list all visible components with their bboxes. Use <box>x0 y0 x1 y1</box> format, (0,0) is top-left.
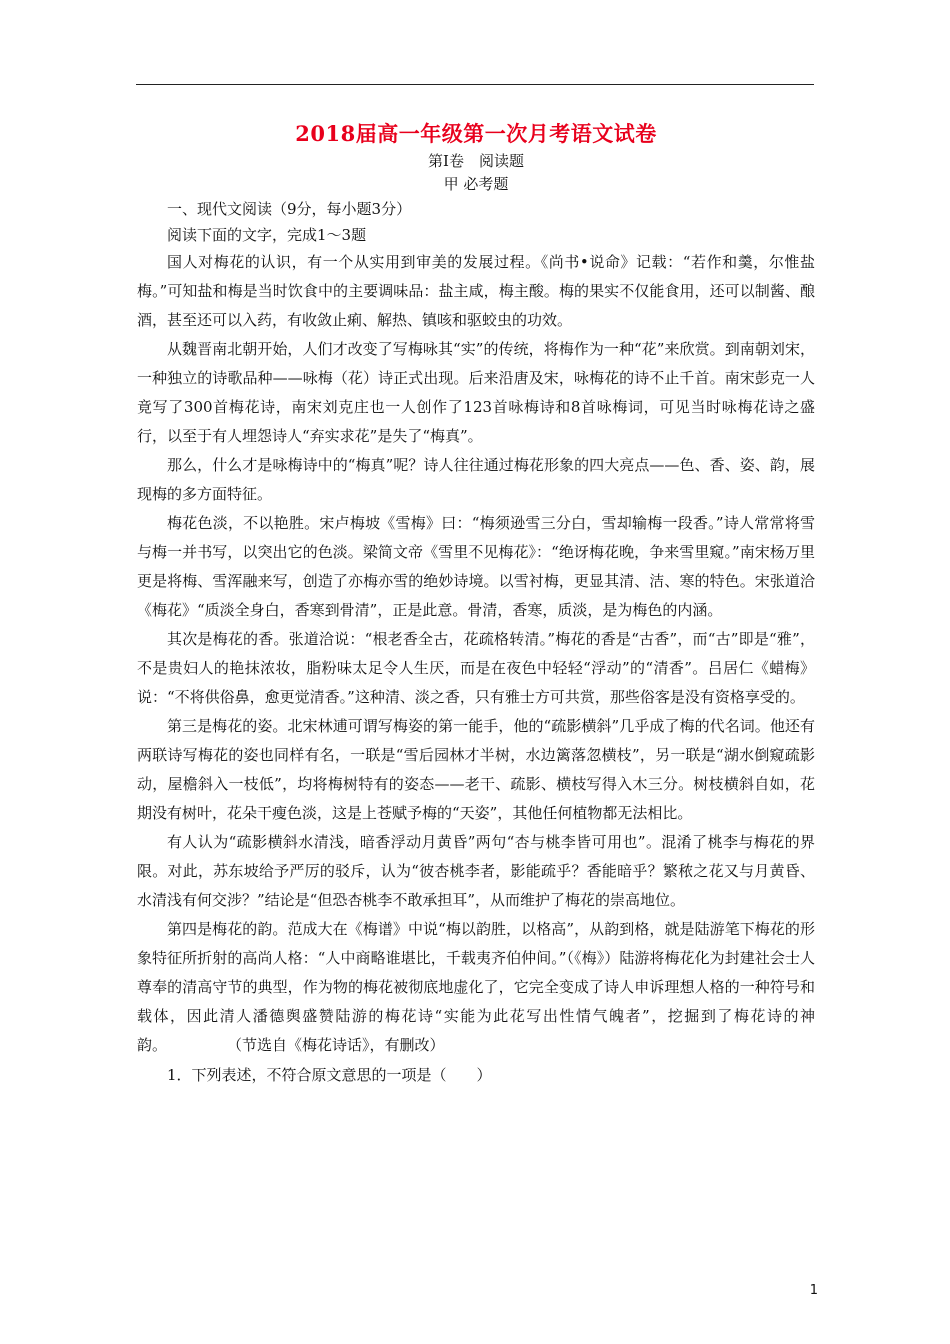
page-number: 1 <box>809 1283 818 1298</box>
article-paragraph: 那么，什么才是咏梅诗中的“梅真”呢？诗人往往通过梅花形象的四大亮点——色、香、姿、韵，展现梅的多方面特征。 <box>137 456 815 503</box>
section-heading: 甲 必考题 <box>443 175 509 193</box>
article-body <box>137 248 815 1060</box>
exam-title: 2018届高一年级第一次月考语文试卷 <box>295 121 657 146</box>
question-1: 1．下列表述，不符合原文意思的一项是（ ） <box>167 1066 492 1084</box>
article-paragraph: 从魏晋南北朝开始，人们才改变了写梅咏其“实”的传统，将梅作为一种“花”来欣赏。到南朝刘宋，一种独立的诗歌品种——咏梅（花）诗正式出现。后来沿唐及宋，咏梅花的诗不止千首。南宋彭克一人竟写了300首梅花诗，南宋刘克庄也一人创作了123首咏梅诗和8首咏梅词，可见当时咏梅花诗之盛行，以至于有人埋怨诗人“弃实求花”是失了“梅真”。 <box>137 340 815 445</box>
header-rule <box>136 84 814 85</box>
article-paragraph: 有人认为“疏影横斜水清浅，暗香浮动月黄昏”两句“杏与桃李皆可用也”。混淆了桃李与梅花的界限。对此，苏东坡给予严厉的驳斥，认为“彼杏桃李者，影能疏乎？香能暗乎？繁秾之花又与月黄昏、水清浅有何交涉？”结论是“但恐杏桃李不敢承担耳”，从而维护了梅花的崇高地位。 <box>137 833 815 909</box>
article-paragraph: 国人对梅花的认识，有一个从实用到审美的发展过程。《尚书•说命》记载：“若作和羹，尔惟盐梅。”可知盐和梅是当时饮食中的主要调味品：盐主咸，梅主酸。梅的果实不仅能食用，还可以制酱、酿酒，甚至还可以入药，有收敛止痢、解热、镇咳和驱蛟虫的功效。 <box>137 253 815 329</box>
article-paragraph-text: 第四是梅花的韵。范成大在《梅谱》中说“梅以韵胜，以格高”，从韵到格，就是陆游笔下梅花的形象特征所折射的高尚人格：“人中商略谁堪比，千载夷齐伯仲间。”（《梅》）陆游将梅花化为封建社会士人尊奉的清高守节的典型，作为物的梅花被彻底地虚化了，它完全变成了诗人申诉理想人格的一种符号和载体，因此清人潘德舆盛赞陆游的梅花诗“实能为此花写出性情气魄者”，挖掘到了梅花诗的神韵。 <box>137 920 815 1054</box>
article-paragraph: 第三是梅花的姿。北宋林逋可谓写梅姿的第一能手，他的“疏影横斜”几乎成了梅的代名词。他还有两联诗写梅花的姿也同样有名，一联是“雪后园林才半树，水边篱落忽横枝”，另一联是“湖水倒窥疏影动，屋檐斜入一枝低”，均将梅树特有的姿态——老干、疏影、横枝写得入木三分。树枝横斜自如，花期没有树叶，花朵干瘦色淡，这是上苍赋予梅的“天姿”，其他任何植物都无法相比。 <box>137 717 815 822</box>
article-paragraph: 梅花色淡，不以艳胜。宋卢梅坡《雪梅》曰：“梅须逊雪三分白，雪却输梅一段香。”诗人常常将雪与梅一并书写，以突出它的色淡。梁简文帝《雪里不见梅花》：“绝讶梅花晚，争来雪里窥。”南宋杨万里更是将梅、雪浑融来写，创造了亦梅亦雪的绝妙诗境。以雪衬梅，更显其清、洁、寒的特色。宋张道洽《梅花》“质淡全身白，香寒到骨清”，正是此意。骨清，香寒，质淡，是为梅色的内涵。 <box>137 514 815 619</box>
exam-page-content <box>137 118 815 1088</box>
volume-heading: 第Ⅰ卷 阅读题 <box>428 152 524 170</box>
part-heading: 一、现代文阅读（9分，每小题3分） <box>167 200 412 218</box>
reading-instruction: 阅读下面的文字，完成1～3题 <box>167 226 367 244</box>
article-paragraph-last <box>137 915 815 1060</box>
source-note: （节选自《梅花诗话》，有删改） <box>227 1036 445 1054</box>
article-paragraph: 其次是梅花的香。张道洽说：“根老香全古，花疏格转清。”梅花的香是“古香”，而“古”即是“雅”，不是贵妇人的艳抹浓妆，脂粉味太足令人生厌，而是在夜色中轻轻“浮动”的“清香”。吕居仁《蜡梅》说：“不将供俗鼻，愈更觉清香。”这种清、淡之香，只有雅士方可共赏，那些俗客是没有资格享受的。 <box>137 630 815 706</box>
